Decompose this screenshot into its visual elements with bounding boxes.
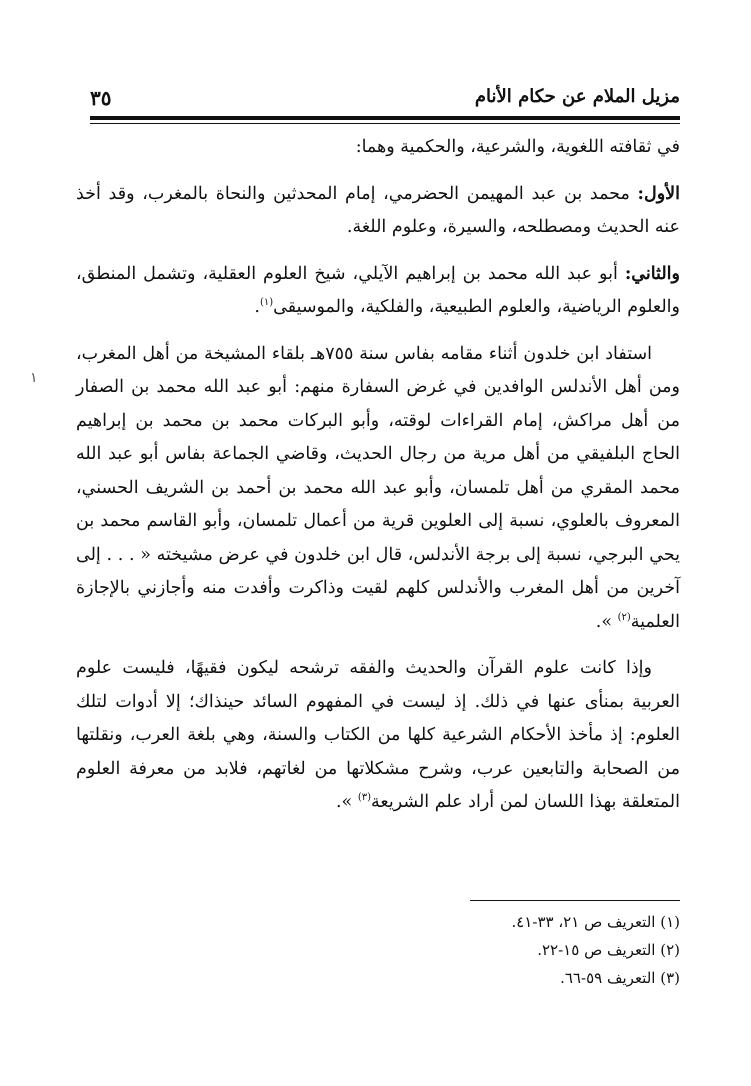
second-label: والثاني: xyxy=(624,263,680,284)
paragraph-second-teacher: والثاني: أبو عبد الله محمد بن إبراهيم الآيلي، شيخ العلوم العقلية، وتشمل المنطق، والعلوم الرياضية، والعلوم الطبيعية، والفلكية، والموسيقى$^{(١)}$. xyxy=(76,263,680,317)
header-rule-thick xyxy=(90,116,680,120)
paragraph-first-teacher: الأول: محمد بن عبد المهيمن الحضرمي، إمام المحدثين والنحاة بالمغرب، وقد أخذ عنه الحديث ومصطلحه، والسيرة، وعلوم اللغة. xyxy=(76,183,680,237)
footnote-separator xyxy=(470,900,680,901)
body-text xyxy=(76,131,680,820)
header-rule-thin xyxy=(90,123,680,124)
footnote-ref-1[interactable]: (١) xyxy=(259,297,274,309)
footnote-3: (٣) التعريف ٥٩-٦٦. xyxy=(560,969,680,987)
paragraph-1: في ثقافته اللغوية، والشرعية، والحكمية وهما: xyxy=(355,137,680,157)
book-title: مزيل الملام عن حكام الأنام xyxy=(474,86,680,107)
footnote-ref-2[interactable]: (٢) xyxy=(617,611,631,623)
footnote-ref-3[interactable]: (٣) xyxy=(357,792,372,804)
paragraph-arabic-sciences: وإذا كانت علوم القرآن والحديث والفقه ترشحه ليكون فقيهًا، فليست علوم العربية بمنأى عنها في ذلك. إذ ليست في المفهوم السائد حينذاك؛ إلا أدوات لتلك العلوم: إذ مأخذ الأحكام الشرعية كلها من الكتاب والسنة، وهي بلغة العرب، ونقلتها من الصحابة والتابعين عرب، وشرح مشكلاتها من لغاتهم، فلابد من معرفة العلوم المتعلقة بهذا اللسان لمن أراد علم الشريعة$^{(٣)}$ ». xyxy=(76,658,680,812)
footnotes xyxy=(380,908,680,992)
page-number: ٣٥ xyxy=(90,86,112,110)
paragraph-fes-scholars: استفاد ابن خلدون أثناء مقامه بفاس سنة ٧٥٥هـ بلقاء المشيخة من أهل المغرب، ومن أهل الأندلس الوافدين في غرض السفارة منهم: أبو عبد الله محمد بن الصفار من أهل مراكش، إمام القراءات لوقته، وأبو البركات محمد بن محمد بن إبراهيم الحاج البلفيقي من أهل مرية من رجال الحديث، وقاضي الجماعة بفاس أبو عبد الله محمد المقري من أهل تلمسان، وأبو عبد الله محمد بن أحمد بن الشريف الحسني، المعروف بالعلوي، نسبة إلى العلوين قرية من أعمال تلمسان، وأبو القاسم محمد بن يحي البرجي، نسبة إلى برجة الأندلس، قال ابن خلدون في عرض مشيخته « . . . إلى آخرين من أهل المغرب والأندلس كلهم لقيت وذاكرت وأفدت منه وأجازني بالإجازة العلمية$^{(٢)}$ ». xyxy=(76,343,680,632)
first-label: الأول: xyxy=(637,183,680,204)
margin-mark: ١ xyxy=(30,370,38,386)
footnote-2: (٢) التعريف ص ١٥-٢٢. xyxy=(537,941,680,959)
running-header xyxy=(90,86,680,114)
footnote-1: (١) التعريف ص ٢١، ٣٣-٤١. xyxy=(511,913,680,931)
